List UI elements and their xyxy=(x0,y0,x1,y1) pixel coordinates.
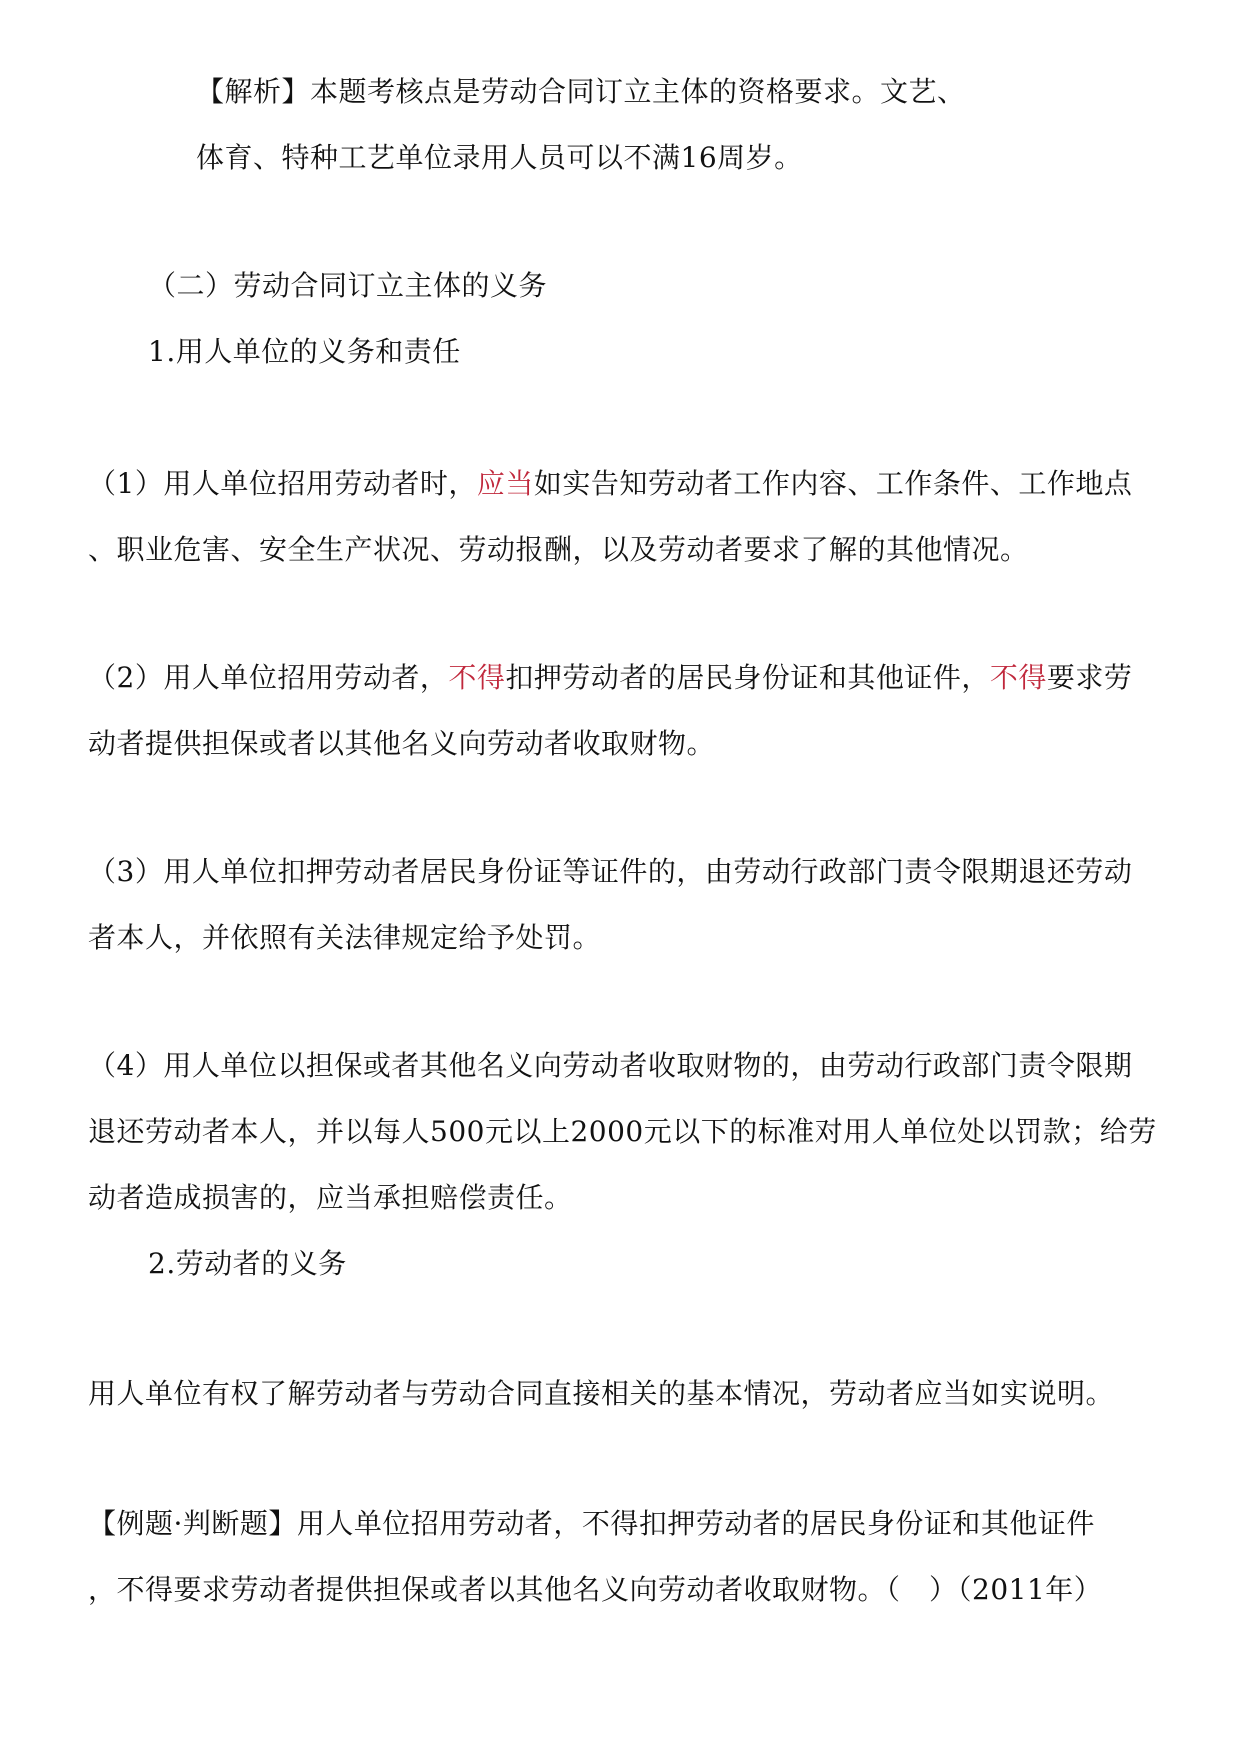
subheading-employer-duties: 1.用人单位的义务和责任 xyxy=(148,335,461,368)
subheading-worker-duties: 2.劳动者的义务 xyxy=(148,1247,347,1280)
item-2-line-1 xyxy=(88,658,1132,698)
item-1-highlight: 应当 xyxy=(476,467,534,500)
item-2-highlight-2: 不得 xyxy=(989,661,1047,694)
item-4-line-1: （4）用人单位以担保或者其他名义向劳动者收取财物的，由劳动行政部门责令限期 xyxy=(88,1049,1133,1082)
item-4-line-2: 退还劳动者本人，并以每人500元以上2000元以下的标准对用人单位处以罚款；给劳 xyxy=(88,1115,1157,1148)
item-3-line-1: （3）用人单位扣押劳动者居民身份证等证件的，由劳动行政部门责令限期退还劳动 xyxy=(88,855,1133,888)
item-2-line-2: 动者提供担保或者以其他名义向劳动者收取财物。 xyxy=(88,727,716,760)
worker-duty-text: 用人单位有权了解劳动者与劳动合同直接相关的基本情况，劳动者应当如实说明。 xyxy=(88,1377,1115,1410)
item-1-line-2: 、职业危害、安全生产状况、劳动报酬，以及劳动者要求了解的其他情况。 xyxy=(88,533,1029,566)
item-2-text-mid: 扣押劳动者的居民身份证和其他证件， xyxy=(505,661,990,694)
section-heading: （二）劳动合同订立主体的义务 xyxy=(148,269,548,302)
item-1-line-1 xyxy=(88,464,1132,504)
item-2-text-post: 要求劳 xyxy=(1046,661,1133,694)
example-line-1: 【例题·判断题】用人单位招用劳动者，不得扣押劳动者的居民身份证和其他证件 xyxy=(88,1507,1095,1540)
item-3-line-2: 者本人，并依照有关法律规定给予处罚。 xyxy=(88,921,602,954)
analysis-line-2: 体育、特种工艺单位录用人员可以不满16周岁。 xyxy=(196,141,803,174)
item-1-text-pre: （1）用人单位招用劳动者时， xyxy=(88,467,477,500)
item-1-text-post: 如实告知劳动者工作内容、工作条件、工作地点 xyxy=(533,467,1133,500)
analysis-line-1: 【解析】本题考核点是劳动合同订立主体的资格要求。文艺、 xyxy=(196,75,966,108)
item-2-text-pre: （2）用人单位招用劳动者， xyxy=(88,661,449,694)
item-2-highlight-1: 不得 xyxy=(448,661,506,694)
item-4-line-3: 动者造成损害的，应当承担赔偿责任。 xyxy=(88,1181,573,1214)
example-line-2: ，不得要求劳动者提供担保或者以其他名义向劳动者收取财物。（ ）（2011年） xyxy=(88,1573,1103,1606)
